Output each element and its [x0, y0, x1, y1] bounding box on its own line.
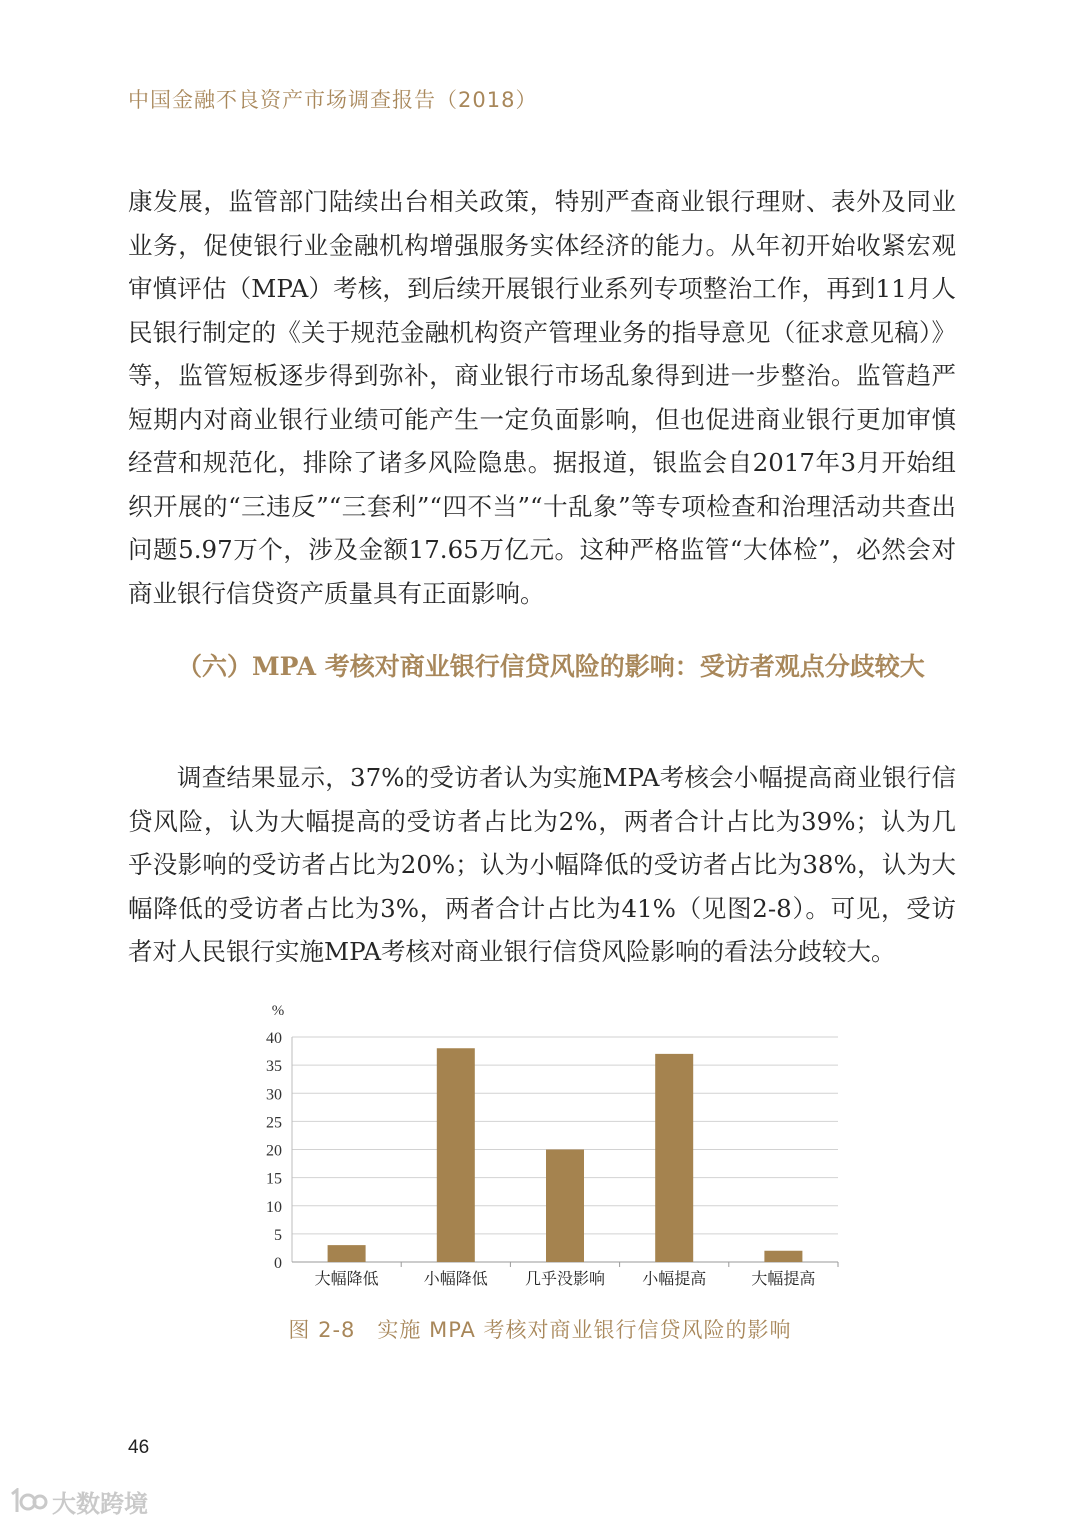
watermark: [8, 1484, 148, 1519]
bar-4: [655, 1054, 693, 1262]
x-tick-label: 几乎没影响: [524, 1269, 606, 1288]
x-tick-label: 小幅提高: [642, 1269, 707, 1288]
page-number: 46: [128, 1437, 150, 1458]
y-axis-unit-label: %: [271, 1003, 285, 1019]
y-tick-label: 25: [266, 1114, 282, 1132]
x-tick-label: 小幅降低: [423, 1269, 488, 1288]
y-tick-label: 30: [266, 1086, 282, 1104]
x-tick-label: 大幅提高: [751, 1269, 816, 1288]
y-tick-label: 35: [266, 1058, 282, 1076]
figure-caption: 图 2-8 实施 MPA 考核对商业银行信贷风险的影响: [288, 1318, 792, 1342]
bar-5: [764, 1251, 802, 1262]
bar-3: [546, 1150, 584, 1263]
y-tick-label: 15: [266, 1170, 282, 1188]
y-tick-label: 10: [266, 1198, 282, 1216]
y-tick-label: 5: [274, 1226, 282, 1244]
body-paragraph-1: 康发展，监管部门陆续出台相关政策，特别严查商业银行理财、表外及同业业务，促使银行业金融机构增强服务实体经济的能力。从年初开始收紧宏观审慎评估（MPA）考核，到后续开展银行业系列专项整治工作，再到11月人民银行制定的《关于规范金融机构资产管理业务的指导意见（征求意见稿）》等，监管短板逐步得到弥补，商业银行市场乱象得到进一步整治。监管趋严短期内对商业银行业绩可能产生一定负面影响，但也促进商业银行更加审慎经营和规范化，排除了诸多风险隐患。据报道，银监会自2017年3月开始组织开展的“三违反”“三套利”“四不当”“十乱象”等专项检查和治理活动共查出问题5.97万个，涉及金额17.65万亿元。这种严格监管“大体检”，必然会对商业银行信贷资产质量具有正面影响。: [128, 187, 956, 608]
bar-2: [437, 1048, 475, 1262]
y-tick-label: 20: [266, 1142, 282, 1160]
watermark-text: 大数跨境: [52, 1490, 148, 1518]
y-tick-label: 0: [274, 1255, 282, 1272]
section-heading: （六）MPA 考核对商业银行信贷风险的影响：受访者观点分歧较大: [177, 652, 925, 681]
logo-icon: [8, 1488, 48, 1516]
body-paragraph-2: 调查结果显示，37%的受访者认为实施MPA考核会小幅提高商业银行信贷风险，认为大幅提高的受访者占比为2%，两者合计占比为39%；认为几乎没影响的受访者占比为20%；认为小幅降低的受访者占比为38%，认为大幅降低的受访者占比为3%，两者合计占比为41%（见图2-8）。可见，受访者对人民银行实施MPA考核对商业银行信贷风险影响的看法分歧较大。: [128, 763, 956, 966]
bar-1: [328, 1245, 366, 1262]
y-tick-label: 40: [266, 1030, 282, 1047]
running-header: 中国金融不良资产市场调查报告（2018）: [128, 88, 538, 112]
x-tick-label: 大幅降低: [314, 1269, 379, 1288]
